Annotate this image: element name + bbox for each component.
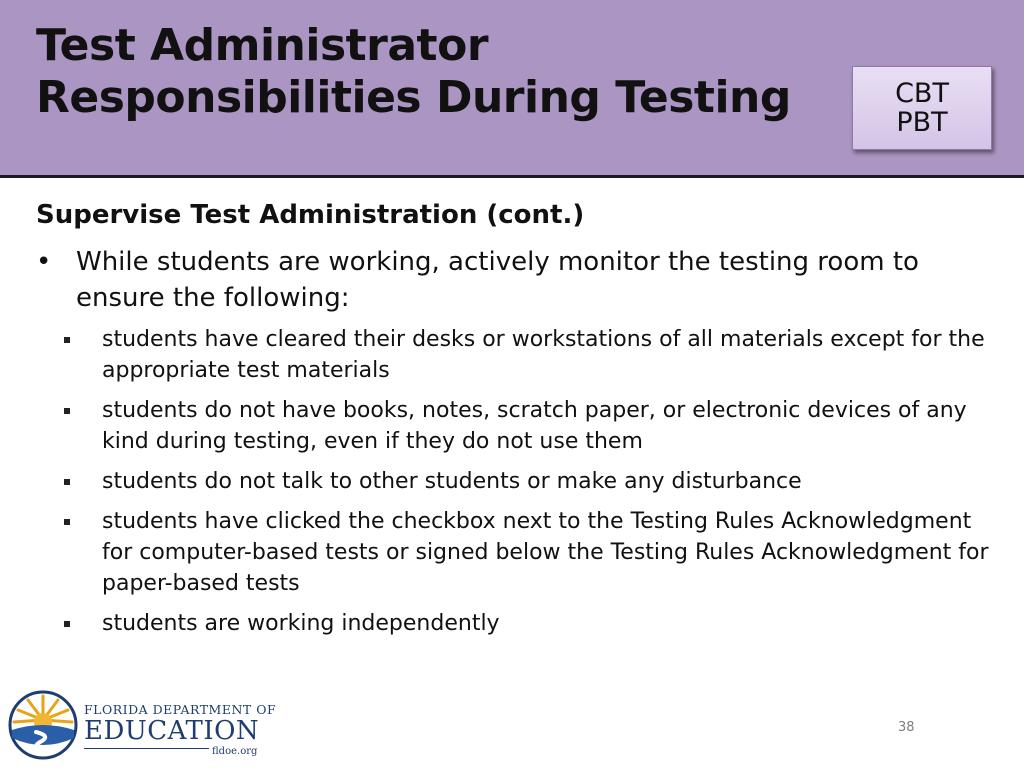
square-bullet-icon xyxy=(64,337,70,343)
square-bullet-icon xyxy=(64,519,70,525)
square-bullet-icon xyxy=(64,408,70,414)
sub-bullet-text: students have cleared their desks or workstations of all materials except for the appropriate test materials xyxy=(102,327,985,383)
slide-title xyxy=(36,20,791,124)
title-line-1: Test Administrator xyxy=(36,20,489,71)
sub-bullet xyxy=(102,395,996,457)
sub-bullet-list xyxy=(36,324,996,639)
test-mode-badge xyxy=(852,66,992,150)
logo-rule xyxy=(84,748,209,749)
fldoe-logo xyxy=(8,690,277,760)
section-subheading: Supervise Test Administration (cont.) xyxy=(36,200,585,230)
logo-line-1: FLORIDA DEPARTMENT OF xyxy=(84,702,277,717)
logo-line-2: EDUCATION xyxy=(84,716,260,746)
logo-wordmark xyxy=(84,702,277,757)
florida-seal-icon xyxy=(8,690,78,760)
sub-bullet-text: students have clicked the checkbox next to the Testing Rules Acknowledgment for computer-based tests or signed below the Testing Rules Acknowledgment for paper-based tests xyxy=(102,509,989,596)
square-bullet-icon xyxy=(64,479,70,485)
sub-bullet xyxy=(102,324,996,386)
badge-pbt: PBT xyxy=(896,107,948,138)
title-line-2: Responsibilities During Testing xyxy=(36,72,791,123)
sub-bullet-text: students are working independently xyxy=(102,611,500,636)
main-bullet-text: While students are working, actively monitor the testing room to ensure the following: xyxy=(76,247,919,313)
slide-header xyxy=(0,0,1024,178)
bullet-marker: • xyxy=(36,247,52,277)
slide-content xyxy=(36,196,996,648)
sub-bullet-text: students do not talk to other students or make any disturbance xyxy=(102,469,802,494)
sub-bullet xyxy=(102,466,996,497)
sub-bullet xyxy=(102,608,996,639)
sub-bullet xyxy=(102,506,996,599)
sub-bullet-text: students do not have books, notes, scratch paper, or electronic devices of any kind during testing, even if they do not use them xyxy=(102,398,967,454)
badge-cbt: CBT xyxy=(895,78,949,109)
logo-site: fldoe.org xyxy=(212,746,258,757)
square-bullet-icon xyxy=(64,621,70,627)
page-number: 38 xyxy=(898,720,915,735)
main-bullet xyxy=(36,244,996,316)
